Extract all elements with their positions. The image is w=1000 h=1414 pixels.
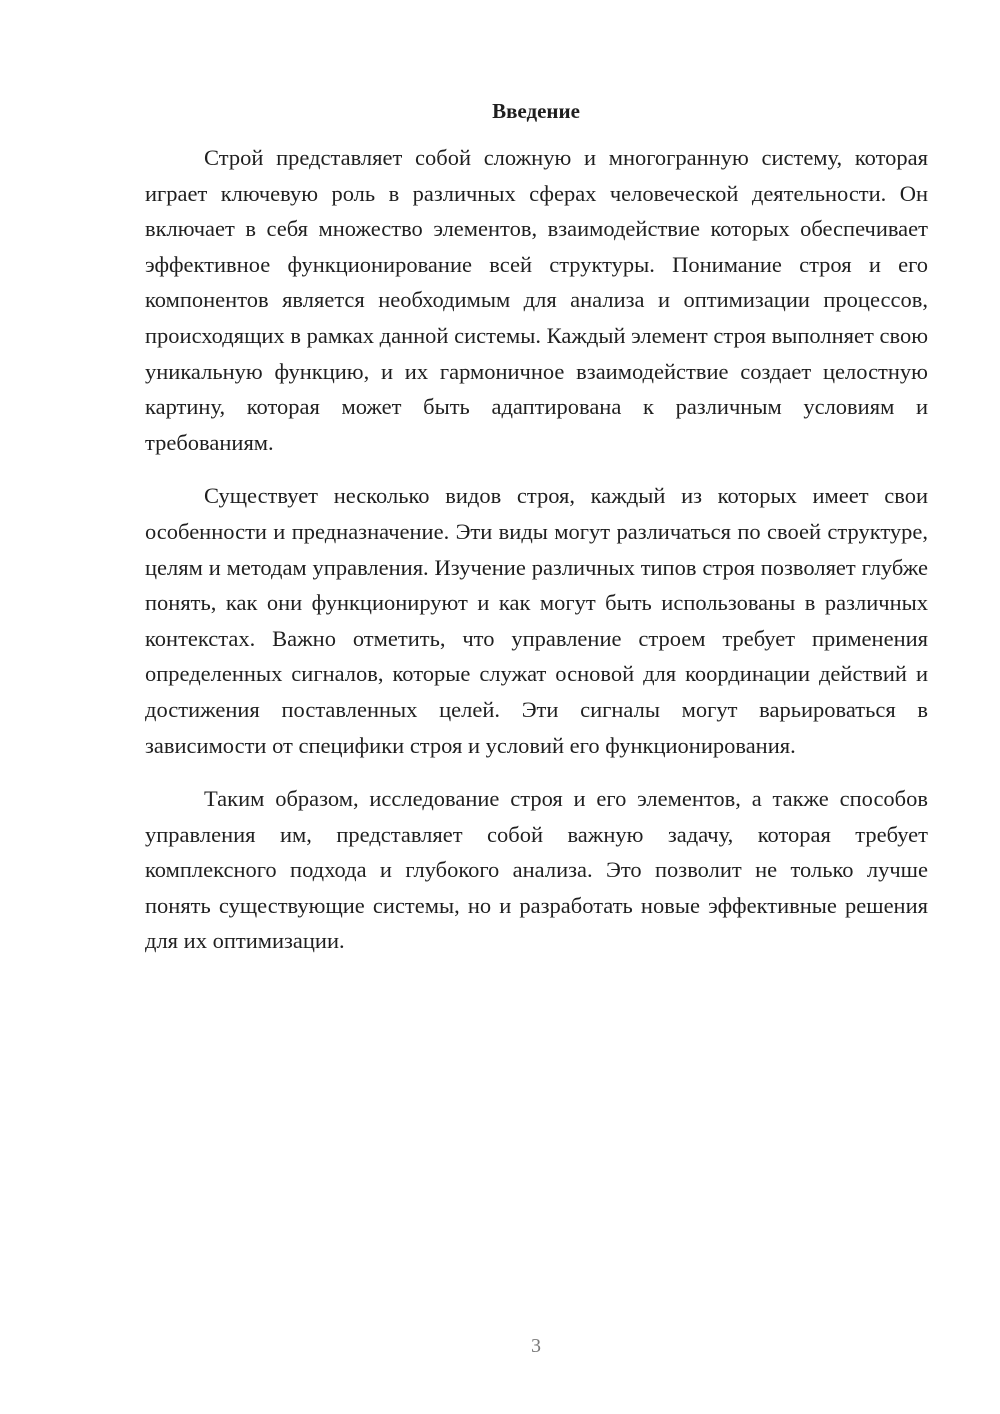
paragraph-intro: Строй представляет собой сложную и многогранную систему, которая играет ключевую роль в различных сферах человеческой деятельности. Он включает в себя множество элементов, взаимодействие которых обеспечивает эффективное функционирование всей структуры. Понимание строя и его компонентов является необходимым для анализа и оптимизации процессов, происходящих в рамках данной системы. Каждый элемент строя выполняет свою уникальную функцию, и их гармоничное взаимодействие создает целостную картину, которая может быть адаптирована к различным условиям и требованиям.: [145, 145, 928, 455]
paragraph-conclusion: Таким образом, исследование строя и его элементов, а также способов управления им, представляет собой важную задачу, которая требует комплексного подхода и глубокого анализа. Это позволит не только лучше понять существующие системы, но и разработать новые эффективные решения для их оптимизации.: [145, 786, 928, 954]
section-title: Введение: [492, 99, 580, 123]
paragraph-types: Существует несколько видов строя, каждый из которых имеет свои особенности и предназначение. Эти виды могут различаться по своей структуре, целям и методам управления. Изучение различных типов строя позволяет глубже понять, как они функционируют и как могут быть использованы в различных контекстах. Важно отметить, что управление строем требует применения определенных сигналов, которые служат основой для координации действий и достижения поставленных целей. Эти сигналы могут варьироваться в зависимости от специфики строя и условий его функционирования.: [145, 483, 928, 758]
document-body: [145, 140, 928, 977]
page-number: 3: [531, 1335, 541, 1357]
